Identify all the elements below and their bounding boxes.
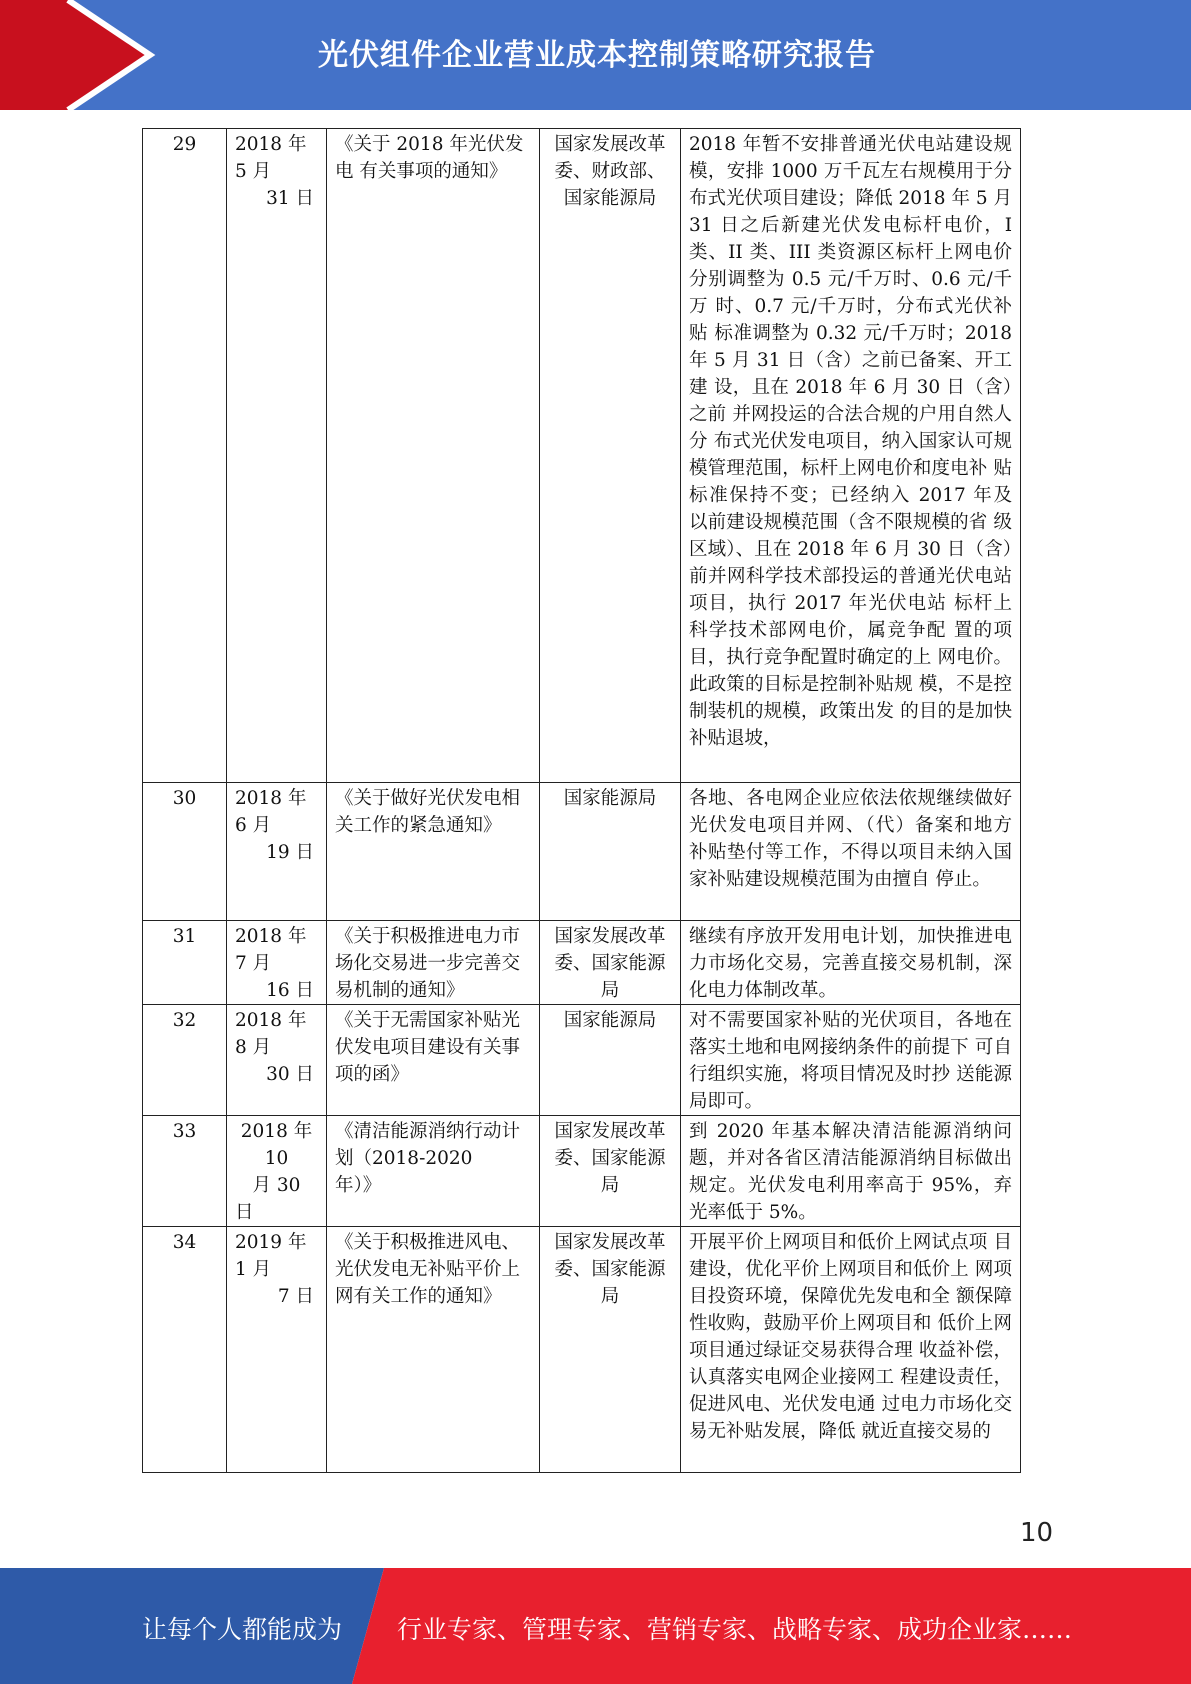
date-year: 2019 年 bbox=[235, 1232, 307, 1253]
row-number: 30 bbox=[143, 783, 227, 921]
date-year: 2018 年 bbox=[235, 926, 307, 947]
page-number: 10 bbox=[1020, 1518, 1054, 1548]
date-year: 2018 年 bbox=[235, 788, 307, 809]
policy-title: 《关于做好光伏发电相 关工作的紧急通知》 bbox=[327, 783, 540, 921]
date-year: 2018 年 bbox=[240, 1121, 313, 1142]
date-day: 月 30 bbox=[252, 1175, 301, 1196]
row-number: 32 bbox=[143, 1005, 227, 1116]
date-day: 30 日 bbox=[266, 1064, 314, 1085]
date-month: 1 月 bbox=[235, 1259, 272, 1280]
date-month: 10 bbox=[264, 1148, 289, 1169]
issuing-agency: 国家发展改革委、国家能源局 bbox=[540, 921, 681, 1005]
row-number: 33 bbox=[143, 1116, 227, 1227]
issuing-agency: 国家发展改革委、国家能源局 bbox=[540, 1116, 681, 1227]
policy-content: 各地、各电网企业应依法依规继续做好光伏发电项目并网、（代）备案和地方补贴垫付等工作，不得以项目未纳入国家补贴建设规模范围为由擅自 停止。 bbox=[681, 783, 1021, 921]
table-row bbox=[143, 1227, 1021, 1473]
policy-title-line: 划（2018-2020 bbox=[335, 1148, 473, 1169]
row-date bbox=[227, 921, 327, 1005]
date-day: 16 日 bbox=[266, 980, 314, 1001]
date-day-suffix: 日 bbox=[235, 1202, 254, 1223]
row-date bbox=[227, 1005, 327, 1116]
date-day: 31 日 bbox=[266, 188, 314, 209]
report-title: 光伏组件企业营业成本控制策略研究报告 bbox=[318, 38, 876, 73]
table-row bbox=[143, 1005, 1021, 1116]
row-number: 29 bbox=[143, 129, 227, 783]
policy-title-line: 年）》 bbox=[335, 1175, 382, 1196]
policy-content: 开展平价上网项目和低价上网试点项 目建设，优化平价上网项目和低价上 网项目投资环境，保障优先发电和全 额保障性收购，鼓励平价上网项目和 低价上网项目通过绿证交易获得合理 收益补偿，认真落实电网企业接网工 程建设责任，促进风电、光伏发电通 过电力市场化交易无补贴发展，降低 就近直接交易的 bbox=[681, 1227, 1021, 1473]
policy-content: 到 2020 年基本解决清洁能源消纳问题，并对各省区清洁能源消纳目标做出规定。光伏发电利用率高于 95%，弃光率低于 5%。 bbox=[681, 1116, 1021, 1227]
footer-slogan-left: 让每个人都能成为 bbox=[142, 1615, 343, 1644]
policy-title: 《关于积极推进风电、 光伏发电无补贴平价上 网有关工作的通知》 bbox=[327, 1227, 540, 1473]
policy-content: 2018 年暂不安排普通光伏电站建设规 模，安排 1000 万千瓦左右规模用于分 布式光伏项目建设；降低 2018 年 5 月 31 日之后新建光伏发电标杆电价，I 类、II 类、III 类资源区标杆上网电价 分别调整为 0.5 元/千万时、0.6 元/千万 时、0.7 元/千万时，分布式光伏补贴 标准调整为 0.32 元/千万时；2018 年 5 月 31 日（含）之前已备案、开工建 设，且在 2018 年 6 月 30 日（含）之前 并网投运的合法合规的户用自然人分 布式光伏发电项目，纳入国家认可规 模管理范围，标杆上网电价和度电补 贴标准保持不变；已经纳入 2017 年及 以前建设规模范围（含不限规模的省 级区域）、且在 2018 年 6 月 30 日（含）前并网科学技术部投运的普通光伏电站项目，执行 2017 年光伏电站 标杆上科学技术部网电价，属竞争配 置的项目，执行竞争配置时确定的上 网电价。此政策的目标是控制补贴规 模，不是控制装机的规模，政策出发 的目的是加快补贴退坡， bbox=[681, 129, 1021, 783]
policy-title: 《关于无需国家补贴光 伏发电项目建设有关事 项的函》 bbox=[327, 1005, 540, 1116]
table-row bbox=[143, 1116, 1021, 1227]
issuing-agency: 国家能源局 bbox=[540, 1005, 681, 1116]
row-date bbox=[227, 129, 327, 783]
table-row bbox=[143, 921, 1021, 1005]
row-number: 34 bbox=[143, 1227, 227, 1473]
date-day: 19 日 bbox=[266, 842, 314, 863]
date-month: 5 月 bbox=[235, 161, 272, 182]
row-date bbox=[227, 783, 327, 921]
issuing-agency: 国家能源局 bbox=[540, 783, 681, 921]
footer-slogan-right: 行业专家、管理专家、营销专家、战略专家、成功企业家…… bbox=[397, 1615, 1073, 1644]
page-header bbox=[0, 0, 1191, 110]
row-number: 31 bbox=[143, 921, 227, 1005]
table-row bbox=[143, 129, 1021, 783]
date-month: 6 月 bbox=[235, 815, 272, 836]
policy-content: 对不需要国家补贴的光伏项目，各地在落实土地和电网接纳条件的前提下 可自行组织实施，将项目情况及时抄 送能源局即可。 bbox=[681, 1005, 1021, 1116]
date-month: 8 月 bbox=[235, 1037, 272, 1058]
date-year: 2018 年 bbox=[235, 134, 307, 155]
policy-title: 《关于 2018 年光伏发电 有关事项的通知》 bbox=[327, 129, 540, 783]
date-year: 2018 年 bbox=[235, 1010, 307, 1031]
policy-title-line: 《清洁能源消纳行动计 bbox=[335, 1121, 521, 1142]
issuing-agency: 国家发展改革委、财政部、国家能源局 bbox=[540, 129, 681, 783]
row-date bbox=[227, 1116, 327, 1227]
date-day: 7 日 bbox=[277, 1286, 314, 1307]
policy-title: 《关于积极推进电力市 场化交易进一步完善交 易机制的通知》 bbox=[327, 921, 540, 1005]
policy-content: 继续有序放开发用电计划，加快推进电力市场化交易，完善直接交易机制，深化电力体制改革。 bbox=[681, 921, 1021, 1005]
row-date bbox=[227, 1227, 327, 1473]
page-footer bbox=[0, 1568, 1191, 1684]
table-row bbox=[143, 783, 1021, 921]
issuing-agency: 国家发展改革委、国家能源局 bbox=[540, 1227, 681, 1473]
policy-title bbox=[327, 1116, 540, 1227]
policy-table bbox=[142, 128, 1021, 1473]
date-month: 7 月 bbox=[235, 953, 272, 974]
